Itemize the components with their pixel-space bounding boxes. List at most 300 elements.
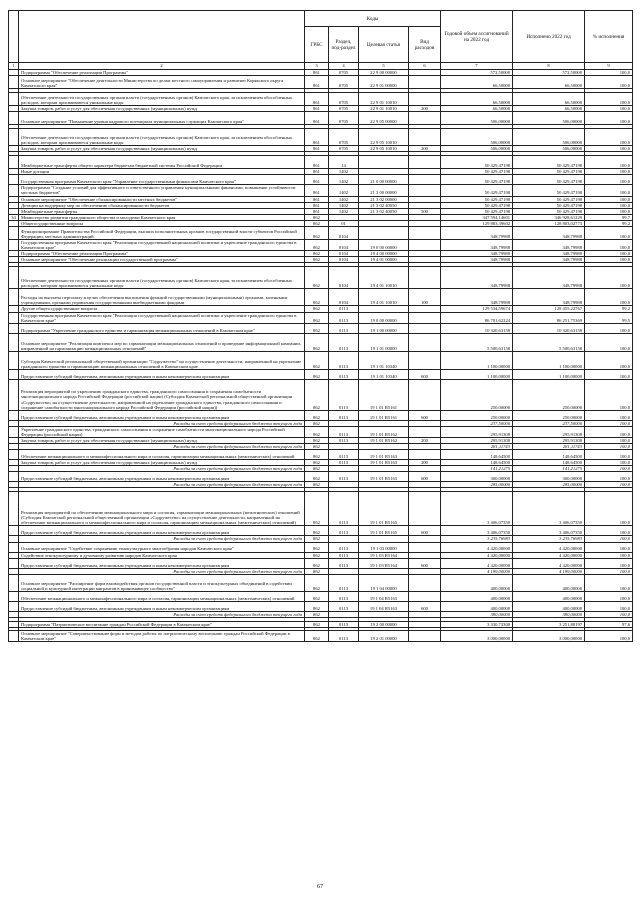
row-razdel: 0104 xyxy=(329,289,359,306)
row-vr: 600 xyxy=(409,410,441,420)
row-vr: 600 xyxy=(409,526,441,536)
row-csr: 19 1 04 00000 xyxy=(359,574,409,591)
row-razdel: 0113 xyxy=(329,306,359,312)
row-vr xyxy=(409,185,441,196)
row-grbs: 861 xyxy=(305,129,329,146)
header-grbs: ГРБС xyxy=(305,27,329,63)
header-num: 5 xyxy=(359,63,409,70)
row-number xyxy=(9,492,19,526)
row-grbs: 862 xyxy=(305,214,329,220)
row-csr: 19 1 01 R5162 xyxy=(359,437,409,443)
row-ispolneno: 148,64500 xyxy=(513,450,585,460)
row-name: Подпрограмма "Обеспечение реализации Программы" xyxy=(19,251,305,257)
row-name: Основное мероприятие "Обеспечение деятельности Министерства по делам местного самоуправления и развитию Корякского округа Камчатского края" xyxy=(19,76,305,89)
table-row xyxy=(9,351,633,369)
row-percent: 99,5 xyxy=(585,312,633,323)
row-ispolneno: 4 420,00000 xyxy=(513,542,585,552)
row-razdel: 0113 xyxy=(329,450,359,460)
row-budget: 3 406,07350 xyxy=(441,492,513,526)
row-name: Закупка товаров, работ и услуг для обеспечения государственных (муниципальных) нужд xyxy=(19,460,305,466)
table-row xyxy=(9,175,633,185)
row-number xyxy=(9,323,19,333)
row-name: Расходы за счет средств федерального бюджета текущего года xyxy=(19,568,305,574)
row-budget: 348,79988 xyxy=(441,289,513,306)
row-razdel: 14 xyxy=(329,156,359,169)
row-razdel: 0113 xyxy=(329,333,359,351)
row-razdel: 0113 xyxy=(329,591,359,601)
row-budget: 281,11743 xyxy=(441,444,513,450)
row-name: Обеспечение деятельности государственных органов власти (государственных органов) Камчатского края, за исключением обособленных расходов, которым присваиваются уникальные коды xyxy=(19,267,305,289)
row-ispolneno: 285,00000 xyxy=(513,482,585,488)
row-budget: 285,00000 xyxy=(441,482,513,488)
row-percent: 100,0 xyxy=(585,437,633,443)
row-ispolneno: 348,79988 xyxy=(513,267,585,289)
table-row xyxy=(9,574,633,591)
row-grbs: 862 xyxy=(305,426,329,437)
row-budget: 4 420,00000 xyxy=(441,552,513,558)
row-razdel: 0113 xyxy=(329,542,359,552)
row-name: Основное мероприятие "Повышение уровня кадрового потенциала муниципальных служащих Камчатского края" xyxy=(19,112,305,125)
table-row xyxy=(9,185,633,196)
row-ispolneno: 400,00000 xyxy=(513,601,585,611)
row-name: Расходы на выплаты персоналу в целях обеспечения выполнения функций государственными (муниципальными) органами, казенными учреждениями, органами управления государственными внебюджетными фондами xyxy=(19,289,305,306)
row-ispolneno: 128 455,22767 xyxy=(513,306,585,312)
row-percent: 97,6 xyxy=(585,621,633,627)
row-csr: 19 1 01 R5165 xyxy=(359,526,409,536)
row-number xyxy=(9,630,19,641)
row-name: Реализация мероприятий по обеспечению межнационального мира и согласия, гармонизации межнациональных (межэтнических) отношений (Субсидия Камчатской региональной общественной организации «Содружество» на осуществление деятельности, направленной на обеспечение межнационального и межконфессионального мира и согласия, гармонизацию межнациональных (межэтнических) отношений) xyxy=(19,492,305,526)
row-csr: 22 9 00 00000 xyxy=(359,70,409,76)
row-grbs: 862 xyxy=(305,257,329,263)
row-csr: 19 1 03 R5164 xyxy=(359,558,409,568)
row-ispolneno: 1 100,00000 xyxy=(513,369,585,379)
row-csr: 19 0 00 00000 xyxy=(359,240,409,251)
row-percent: 99,2 xyxy=(585,220,633,226)
row-ispolneno: 50 429,47198 xyxy=(513,185,585,196)
row-budget: 148,64500 xyxy=(441,460,513,466)
row-percent: 100,0 xyxy=(585,156,633,169)
row-csr: 19 4 01 00000 xyxy=(359,257,409,263)
row-budget: 129 534,59674 xyxy=(441,306,513,312)
table-row xyxy=(9,240,633,251)
row-percent: 100,0 xyxy=(585,70,633,76)
table-row xyxy=(9,630,633,641)
row-vr xyxy=(409,591,441,601)
row-ispolneno: 346 928,61229 xyxy=(513,214,585,220)
row-grbs: 862 xyxy=(305,289,329,306)
row-csr: 19 1 01 00000 xyxy=(359,333,409,351)
row-vr: 600 xyxy=(409,472,441,482)
row-ispolneno: 348,79988 xyxy=(513,251,585,257)
row-budget: 295,91308 xyxy=(441,437,513,443)
row-name: Межбюджетные трансферты общего характера бюджетам бюджетной системы Российской Федерации xyxy=(19,156,305,169)
row-name: Расходы за счет средств федерального бюджета текущего года xyxy=(19,611,305,617)
header-num: 6 xyxy=(409,63,441,70)
header-percent: % исполнения xyxy=(585,11,633,63)
row-vr xyxy=(409,450,441,460)
header-num: 7 xyxy=(441,63,513,70)
row-razdel: 0113 xyxy=(329,323,359,333)
row-name: Основное мероприятие "Обеспечение сбалансированности местных бюджетов" xyxy=(19,196,305,202)
row-ispolneno: 3 251,80197 xyxy=(513,621,585,627)
row-csr: 19 1 04 R5163 xyxy=(359,591,409,601)
row-name: Предоставление субсидий бюджетным, автономным учреждениям и иным некоммерческим организациям xyxy=(19,526,305,536)
row-razdel: 0705 xyxy=(329,112,359,125)
row-razdel: 0113 xyxy=(329,460,359,466)
row-razdel: 0113 xyxy=(329,351,359,369)
row-percent: 100,0 xyxy=(585,444,633,450)
table-row xyxy=(9,289,633,306)
row-ispolneno: 128 803,02773 xyxy=(513,220,585,226)
row-ispolneno: 66,50000 xyxy=(513,76,585,89)
row-razdel: 0113 xyxy=(329,312,359,323)
row-name: Государственная программа Камчатского края "Реализация государственной национальной политики и укрепление гражданского единства в Камчатском крае" xyxy=(19,240,305,251)
row-grbs: 862 xyxy=(305,306,329,312)
row-number xyxy=(9,185,19,196)
row-budget: 86 701,62224 xyxy=(441,312,513,323)
table-row xyxy=(9,426,633,437)
row-razdel: 0113 xyxy=(329,379,359,410)
row-grbs: 861 xyxy=(305,208,329,214)
row-grbs: 862 xyxy=(305,568,329,574)
row-name: Подпрограмма "Создание условий для эффективного и ответственного управления муниципальными финансами, повышение устойчивости местных бюджетов" xyxy=(19,185,305,196)
row-percent: 99,2 xyxy=(585,306,633,312)
row-name: Подпрограмма "Обеспечение реализации Программы" xyxy=(19,70,305,76)
row-budget: 4 420,00000 xyxy=(441,542,513,552)
header-razdel: Раздел, под-раздел xyxy=(329,27,359,63)
row-grbs: 862 xyxy=(305,420,329,426)
row-razdel: 0104 xyxy=(329,240,359,251)
row-percent: 100,0 xyxy=(585,526,633,536)
row-csr: 19 1 03 R5164 xyxy=(359,552,409,558)
row-budget: 50 429,47198 xyxy=(441,169,513,175)
row-csr: 19 1 01 R5162 xyxy=(359,426,409,437)
row-percent: 100,0 xyxy=(585,351,633,369)
row-grbs: 861 xyxy=(305,70,329,76)
row-vr xyxy=(409,312,441,323)
row-grbs: 862 xyxy=(305,437,329,443)
row-ispolneno: 148,64500 xyxy=(513,460,585,466)
row-name: Министерство развития гражданского общества и молодежи Камчатского края xyxy=(19,214,305,220)
row-csr: 19 1 00 00000 xyxy=(359,323,409,333)
row-grbs: 862 xyxy=(305,460,329,466)
row-budget: 129 883,39602 xyxy=(441,220,513,226)
row-budget: 10 320,63158 xyxy=(441,323,513,333)
row-budget: 5 500,63158 xyxy=(441,333,513,351)
row-ispolneno: 237,50000 xyxy=(513,420,585,426)
row-budget: 400,00000 xyxy=(441,591,513,601)
row-csr: 21 3 00 00000 xyxy=(359,185,409,196)
row-percent: 100,0 xyxy=(585,175,633,185)
row-number xyxy=(9,450,19,460)
row-vr xyxy=(409,175,441,185)
row-csr: 19 4 01 10010 xyxy=(359,289,409,306)
row-ispolneno: 50 429,47198 xyxy=(513,208,585,214)
row-percent: 100,0 xyxy=(585,129,633,146)
row-ispolneno: 66,50000 xyxy=(513,93,585,106)
row-razdel: 0113 xyxy=(329,369,359,379)
row-name: Закупка товаров, работ и услуг для обеспечения государственных (муниципальных) нужд xyxy=(19,437,305,443)
row-csr: 19 1 01 R5163 xyxy=(359,472,409,482)
row-budget: 66,50000 xyxy=(441,106,513,112)
row-csr: 19 1 01 R5163 xyxy=(359,460,409,466)
table-row xyxy=(9,492,633,526)
row-number xyxy=(9,267,19,289)
row-razdel: 0113 xyxy=(329,410,359,420)
row-ispolneno: 3 235,76983 xyxy=(513,536,585,542)
row-grbs: 862 xyxy=(305,323,329,333)
row-name: Подпрограмма "Укрепление гражданского единства и гармонизация межнациональных отношений в Камчатском крае" xyxy=(19,323,305,333)
row-name: Субсидия Камчатской региональной общественной организации "Содружество" на осуществление деятельности, направленной на укрепление гражданского единства и гармонизацию межнациональных отношений в Камчатском крае xyxy=(19,351,305,369)
row-ispolneno: 50 429,47198 xyxy=(513,202,585,208)
row-name: Основное мероприятие "Реализация комплекса мер по гармонизации межнациональных отношений и проведение информационной кампании, направленной на гармонизацию межнациональных отношений" xyxy=(19,333,305,351)
header-num: 4 xyxy=(329,63,359,70)
row-percent: 100,0 xyxy=(585,185,633,196)
row-razdel: 1402 xyxy=(329,196,359,202)
row-budget: 50 429,47198 xyxy=(441,185,513,196)
row-ispolneno: 506,00000 xyxy=(513,146,585,152)
row-budget: 66,50000 xyxy=(441,76,513,89)
row-name: Предоставление субсидий бюджетным, автономным учреждениям и иным некоммерческим организациям xyxy=(19,472,305,482)
row-budget: 348,79988 xyxy=(441,240,513,251)
row-budget: 1 100,00000 xyxy=(441,351,513,369)
row-razdel: 1402 xyxy=(329,169,359,175)
row-percent: 100,0 xyxy=(585,426,633,437)
row-number xyxy=(9,591,19,601)
page-number: 67 xyxy=(317,884,323,890)
row-csr: 19 1 04 R5163 xyxy=(359,601,409,611)
row-vr xyxy=(409,574,441,591)
row-percent: 100,0 xyxy=(585,76,633,89)
row-number xyxy=(9,526,19,536)
table-row xyxy=(9,450,633,460)
table-row xyxy=(9,76,633,89)
row-budget: 348,79988 xyxy=(441,227,513,240)
header-codes: Коды xyxy=(305,11,441,27)
table-row xyxy=(9,93,633,106)
row-percent: 100,0 xyxy=(585,196,633,202)
row-budget: 572,50000 xyxy=(441,70,513,76)
row-name: Расходы за счет средств федерального бюджета текущего года xyxy=(19,482,305,488)
row-grbs: 862 xyxy=(305,542,329,552)
row-budget: 3 000,00000 xyxy=(441,630,513,641)
row-ispolneno: 3 000,00000 xyxy=(513,630,585,641)
row-percent: 100,0 xyxy=(585,289,633,306)
table-row xyxy=(9,526,633,536)
row-ispolneno: 250,00000 xyxy=(513,410,585,420)
row-vr xyxy=(409,156,441,169)
row-name: Общегосударственные вопросы xyxy=(19,220,305,226)
row-vr: 600 xyxy=(409,558,441,568)
row-percent: 100,0 xyxy=(585,542,633,552)
row-ispolneno: 572,50000 xyxy=(513,70,585,76)
row-percent: 100,0 xyxy=(585,106,633,112)
row-grbs: 862 xyxy=(305,240,329,251)
row-razdel: 1402 xyxy=(329,185,359,196)
row-razdel: 1402 xyxy=(329,208,359,214)
header-csr: Целевая статья xyxy=(359,27,409,63)
row-ispolneno: 348,79988 xyxy=(513,257,585,263)
row-percent: 100,0 xyxy=(585,482,633,488)
row-ispolneno: 506,00000 xyxy=(513,112,585,125)
table-row xyxy=(9,156,633,169)
row-budget: 50 429,47198 xyxy=(441,202,513,208)
row-razdel: 0705 xyxy=(329,146,359,152)
row-vr xyxy=(409,379,441,410)
row-csr: 22 9 01 10010 xyxy=(359,93,409,106)
table-row xyxy=(9,369,633,379)
row-name: Государственная программа Камчатского края "Управление государственными финансами Камчатского края" xyxy=(19,175,305,185)
row-ispolneno: 348,79988 xyxy=(513,240,585,251)
row-csr: 21 3 02 40050 xyxy=(359,208,409,214)
row-number xyxy=(9,289,19,306)
row-budget: 506,00000 xyxy=(441,129,513,146)
row-grbs: 861 xyxy=(305,202,329,208)
row-percent: 100,0 xyxy=(585,552,633,558)
row-ispolneno: 3 406,07350 xyxy=(513,492,585,526)
row-budget: 348,79988 xyxy=(441,257,513,263)
row-vr: 500 xyxy=(409,208,441,214)
row-percent: 100,0 xyxy=(585,591,633,601)
header-num: 3 xyxy=(305,63,329,70)
row-csr: 19 1 01 R5163 xyxy=(359,450,409,460)
row-vr: 200 xyxy=(409,460,441,466)
row-grbs: 862 xyxy=(305,552,329,558)
row-vr xyxy=(409,240,441,251)
row-grbs: 861 xyxy=(305,76,329,89)
row-vr xyxy=(409,323,441,333)
row-ispolneno: 506,00000 xyxy=(513,129,585,146)
row-vr xyxy=(409,112,441,125)
table-row xyxy=(9,591,633,601)
row-razdel: 0113 xyxy=(329,630,359,641)
row-razdel: 0113 xyxy=(329,552,359,558)
row-name: Содействие этнокультурному и духовному развитию народов Камчатского края xyxy=(19,552,305,558)
table-row xyxy=(9,472,633,482)
row-name: Обеспечение деятельности государственных органов власти (государственных органов) Камчатского края, за исключением обособленных расходов, которым присваиваются уникальные коды xyxy=(19,129,305,146)
row-budget: 506,00000 xyxy=(441,112,513,125)
table-row xyxy=(9,323,633,333)
row-budget: 141,21275 xyxy=(441,466,513,472)
row-number xyxy=(9,156,19,169)
row-percent: 100,0 xyxy=(585,574,633,591)
row-ispolneno: 281,11743 xyxy=(513,444,585,450)
row-percent: 100,0 xyxy=(585,208,633,214)
row-percent: 100,0 xyxy=(585,251,633,257)
row-name: Основное мероприятие "Совершенствование форм и методов работы по патриотическому воспитанию граждан Российской Федерации в Камчатском крае" xyxy=(19,630,305,641)
row-number xyxy=(9,129,19,146)
row-budget: 348,79988 xyxy=(441,251,513,257)
row-razdel: 0104 xyxy=(329,227,359,240)
row-name: Укрепление гражданского единства, гражданского самосознания и сохранение самобытности многонационального народа Российской Федерации (российской нации) xyxy=(19,426,305,437)
row-grbs: 862 xyxy=(305,369,329,379)
row-name: Иные дотации xyxy=(19,169,305,175)
row-csr: 22 9 05 10010 xyxy=(359,129,409,146)
table-row xyxy=(9,112,633,125)
table-row xyxy=(9,379,633,410)
row-vr: 200 xyxy=(409,106,441,112)
row-razdel: 0113 xyxy=(329,472,359,482)
row-csr xyxy=(359,227,409,240)
row-vr xyxy=(409,492,441,526)
row-ispolneno: 400,00000 xyxy=(513,574,585,591)
row-vr xyxy=(409,93,441,106)
row-grbs: 862 xyxy=(305,466,329,472)
row-percent: 100,0 xyxy=(585,169,633,175)
row-grbs: 861 xyxy=(305,156,329,169)
table-row xyxy=(9,410,633,420)
row-budget: 50 429,47198 xyxy=(441,156,513,169)
row-ispolneno: 380,00000 xyxy=(513,611,585,617)
row-name: Расходы за счет средств федерального бюджета текущего года xyxy=(19,420,305,426)
row-percent: 100,0 xyxy=(585,333,633,351)
row-budget: 400,00000 xyxy=(441,601,513,611)
row-budget: 148,64500 xyxy=(441,450,513,460)
row-budget: 347 594,14601 xyxy=(441,214,513,220)
row-grbs: 862 xyxy=(305,333,329,351)
row-name: Основное мероприятие "Содействие сохранению этнокультурного многообразия народов Камчатского края" xyxy=(19,542,305,552)
row-vr: 100 xyxy=(409,289,441,306)
row-ispolneno: 250,00000 xyxy=(513,379,585,410)
row-grbs: 862 xyxy=(305,601,329,611)
row-grbs: 862 xyxy=(305,410,329,420)
header-name xyxy=(19,11,305,63)
row-grbs: 862 xyxy=(305,267,329,289)
row-razdel: 0705 xyxy=(329,76,359,89)
row-number: 34 xyxy=(9,214,19,220)
row-grbs: 862 xyxy=(305,444,329,450)
row-razdel: 0705 xyxy=(329,93,359,106)
row-number xyxy=(9,574,19,591)
row-csr: 19 1 01 10340 xyxy=(359,369,409,379)
row-budget: 50 429,47198 xyxy=(441,196,513,202)
row-ispolneno: 141,21275 xyxy=(513,466,585,472)
row-ispolneno: 50 429,47198 xyxy=(513,196,585,202)
row-grbs: 861 xyxy=(305,93,329,106)
row-number xyxy=(9,333,19,351)
row-percent: 99,7 xyxy=(585,214,633,220)
row-percent: 100,0 xyxy=(585,410,633,420)
row-csr: 19 1 01 10340 xyxy=(359,351,409,369)
row-ispolneno: 348,79988 xyxy=(513,289,585,306)
row-csr: 22 9 01 10010 xyxy=(359,106,409,112)
row-grbs: 862 xyxy=(305,220,329,226)
row-percent: 100,0 xyxy=(585,240,633,251)
row-vr: 600 xyxy=(409,601,441,611)
row-csr: 21 3 02 00000 xyxy=(359,196,409,202)
row-grbs: 862 xyxy=(305,621,329,627)
row-percent: 100,0 xyxy=(585,601,633,611)
row-vr xyxy=(409,426,441,437)
row-name: Подпрограмма "Патриотическое воспитание граждан Российской Федерации в Камчатском крае" xyxy=(19,621,305,627)
row-razdel: 0104 xyxy=(329,251,359,257)
row-csr: 19 2 00 00000 xyxy=(359,621,409,627)
table-row xyxy=(9,333,633,351)
row-razdel: 0104 xyxy=(329,267,359,289)
row-grbs: 861 xyxy=(305,106,329,112)
row-csr: 22 9 01 00000 xyxy=(359,76,409,89)
row-name: Закупка товаров, работ и услуг для обеспечения государственных (муниципальных) нужд xyxy=(19,146,305,152)
row-percent: 100,0 xyxy=(585,472,633,482)
budget-table xyxy=(8,10,633,642)
row-percent: 100,0 xyxy=(585,93,633,106)
row-razdel: 0104 xyxy=(329,257,359,263)
row-grbs: 862 xyxy=(305,526,329,536)
row-budget: 300,00000 xyxy=(441,472,513,482)
row-name: Предоставление субсидий бюджетным, автономным учреждениям и иным некоммерческим организациям xyxy=(19,601,305,611)
row-razdel: 1402 xyxy=(329,175,359,185)
row-percent: 100,0 xyxy=(585,466,633,472)
